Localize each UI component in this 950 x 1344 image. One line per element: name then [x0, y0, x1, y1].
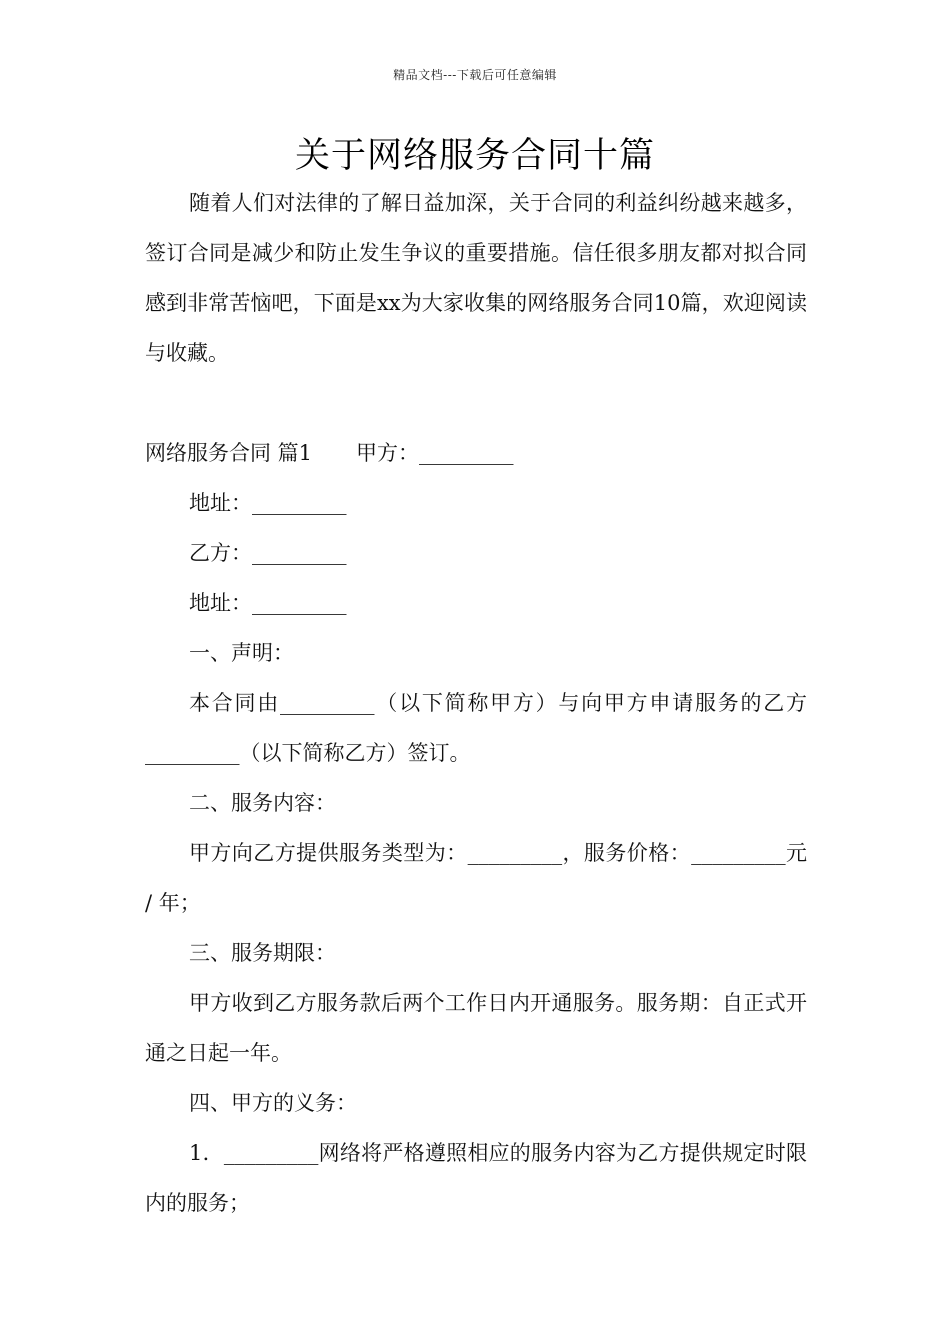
party-b-address-line: 地址：_________ [189, 591, 347, 615]
section-heading: 网络服务合同 篇1 [145, 441, 313, 465]
clause-3-heading: 三、服务期限： [189, 941, 336, 965]
clause-2-heading: 二、服务内容： [189, 791, 336, 815]
header-note: 精品文档---下载后可任意编辑 [393, 68, 557, 82]
party-a-address-line: 地址：_________ [189, 491, 347, 515]
document-title: 关于网络服务合同十篇 [294, 136, 655, 176]
party-b-line: 乙方：_________ [189, 541, 347, 565]
clause-3-text: 甲方收到乙方服务款后两个工作日内开通服务。服务期：自正式开通之日起一年。 [145, 991, 807, 1065]
clause-1-heading: 一、声明： [189, 641, 294, 665]
party-a-line: 甲方：_________ [356, 441, 514, 465]
clause-1-text: 本合同由_________（以下简称甲方）与向甲方申请服务的乙方_________（以下简称乙方）签订。 [145, 691, 807, 765]
intro-paragraph: 随着人们对法律的了解日益加深，关于合同的利益纠纷越来越多，签订合同是减少和防止发生争议的重要措施。信任很多朋友都对拟合同感到非常苦恼吧，下面是xx为大家收集的网络服务合同10篇，欢迎阅读与收藏。 [145, 191, 807, 365]
clause-2-text: 甲方向乙方提供服务类型为：_________，服务价格：_________元 / 年； [145, 841, 807, 915]
clause-4-heading: 四、甲方的义务： [189, 1091, 357, 1115]
document-body [145, 178, 807, 1228]
clause-4-item-1: 1．_________网络将严格遵照相应的服务内容为乙方提供规定时限内的服务； [145, 1141, 807, 1215]
section-heading-line [145, 428, 807, 478]
